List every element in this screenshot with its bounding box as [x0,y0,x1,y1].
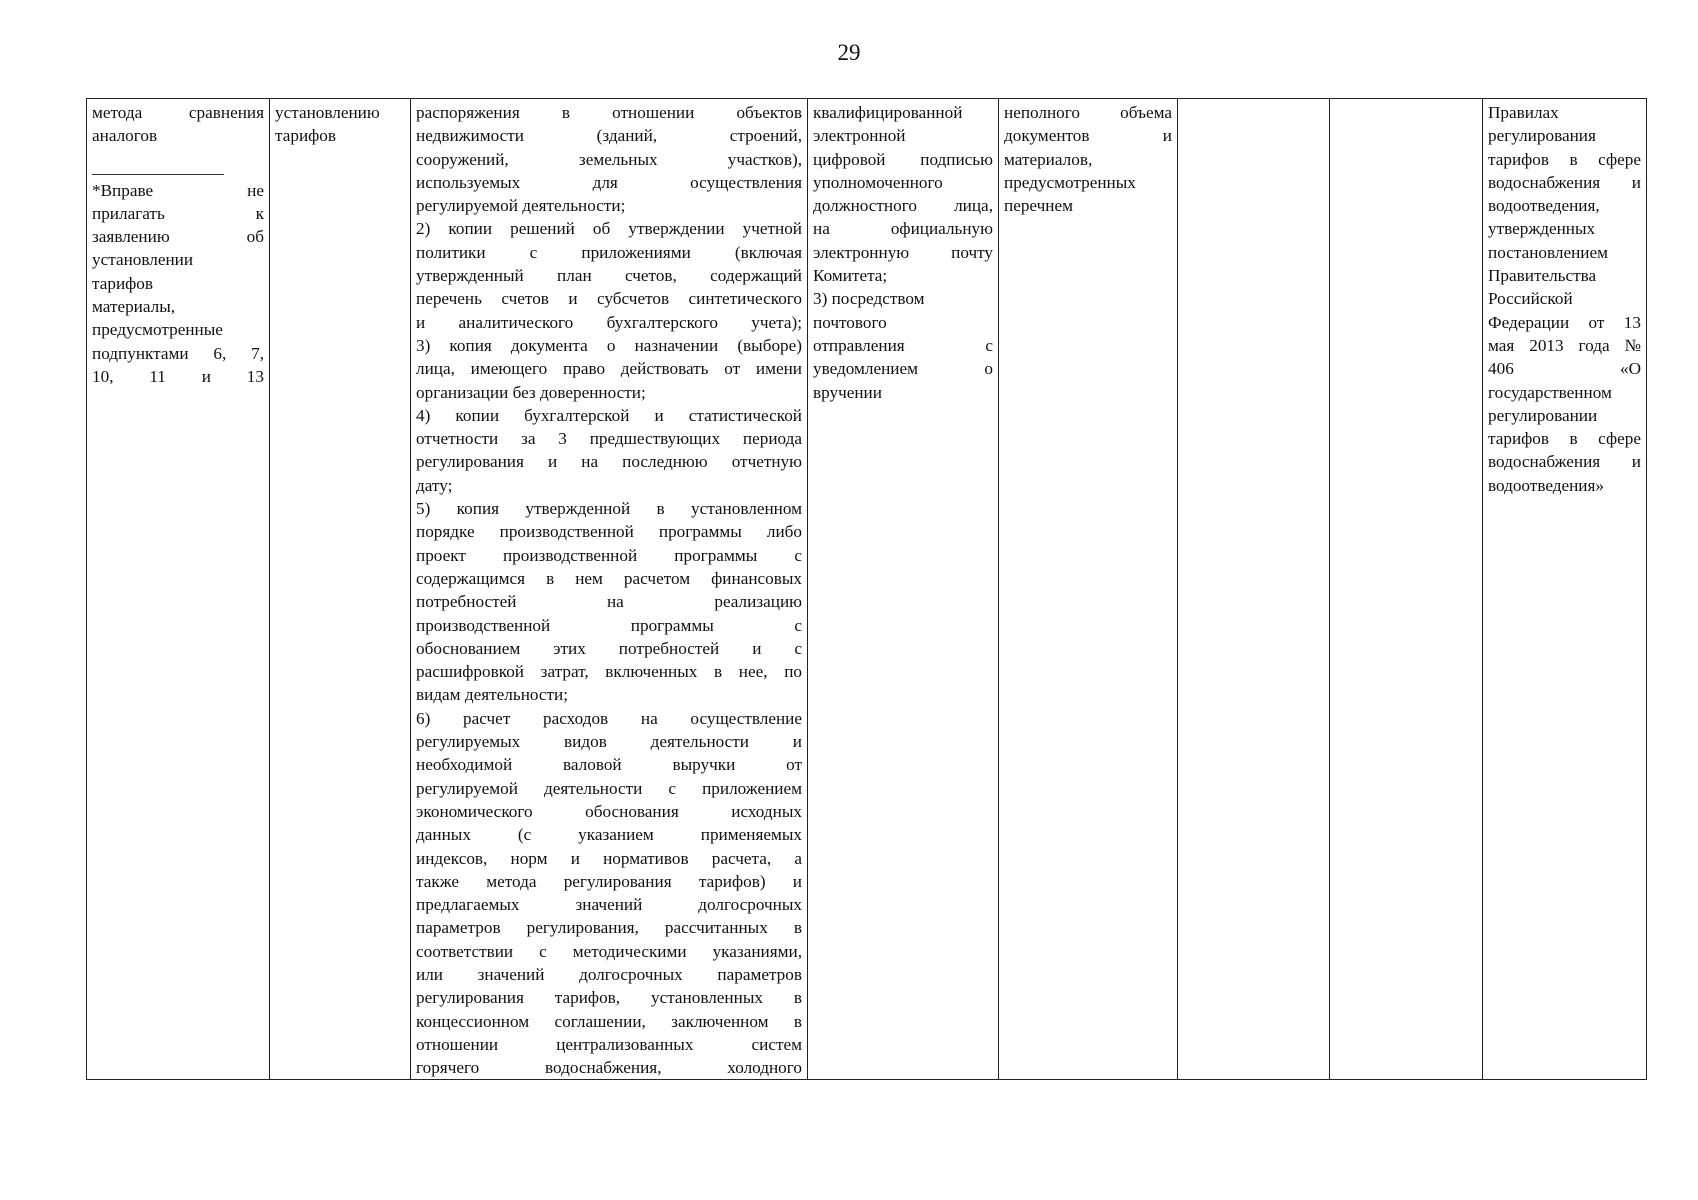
text-line: проект производственной программы с [416,545,802,565]
text-line: метода сравнения [92,103,264,122]
cell-method [87,99,270,1080]
text-line: Правилах [1488,103,1559,122]
text-line: документов и [1004,126,1172,146]
text-line: регулирования тарифов, установленных в [416,988,802,1008]
text-line: регулируемой деятельности; [416,196,626,216]
refusal-grounds-text [1004,101,1172,217]
text-line: лица, имеющего право действовать от имени [416,359,802,379]
page-number: 29 [837,40,861,65]
text-line: предлагаемых значений долгосрочных [416,895,802,915]
text-line: 3) копия документа о назначении (выборе) [416,335,802,355]
footnote-text [92,179,264,389]
text-line: 3) посредством [813,289,925,309]
text-line: регулируемой деятельности с приложением [416,778,802,798]
text-line: электронной [813,126,906,146]
text-line: тарифов [92,273,153,293]
text-line: регулируемых видов деятельности и [416,732,802,752]
text-line: видам деятельности; [416,685,569,705]
text-line: предусмотренных [1004,172,1136,192]
cell-submission-method [808,99,999,1080]
text-line: утвержденный план счетов, содержащий [416,266,802,286]
text-line: отправления с [813,335,993,355]
text-line: производственной программы с [416,615,802,635]
text-line: утвержденных [1488,219,1596,239]
text-line: перечень счетов и субсчетов синтетического [416,289,802,309]
text-line: Комитета; [813,266,888,286]
text-line: данных (с указанием применяемых [416,825,802,845]
text-line: на официальную [813,219,993,239]
text-line: государственном [1488,382,1612,402]
text-line: тарифов в сфере [1488,149,1641,169]
text-line: 6) расчет расходов на осуществление [416,708,802,728]
cell-documents-list [411,99,808,1080]
text-line: обоснованием этих потребностей и с [416,638,802,658]
text-line: 2) копии решений об утверждении учетной [416,219,802,239]
text-line: также метода регулирования тарифов) и [416,871,802,891]
text-line: отношении централизованных систем [416,1034,802,1054]
text-line: горячего водоснабжения, холодного [416,1058,802,1078]
text-line: регулирования [1488,126,1596,146]
text-line: мая 2013 года № [1488,335,1641,355]
text-line: концессионном соглашении, заключенном в [416,1011,802,1031]
text-line: почтового [813,312,887,332]
text-line: тарифов [275,126,336,146]
text-line: водоотведения, [1488,196,1600,216]
text-line: перечнем [1004,196,1073,216]
text-line: Правительства [1488,266,1597,286]
text-line: постановлением [1488,242,1608,262]
text-line: прилагать к [92,203,264,223]
footnote-divider [92,174,224,175]
text-line: подпунктами 6, 7, [92,343,264,363]
text-line: недвижимости (зданий, строений, [416,126,802,146]
text-line: тарифов в сфере [1488,429,1641,449]
text-line: водоотведения» [1488,475,1604,495]
text-line: водоснабжения и [1488,452,1641,472]
text-line: уведомлением о [813,359,993,379]
text-line: материалы, [92,297,176,317]
method-text [92,101,264,148]
text-line: предусмотренные [92,320,223,340]
text-line: используемых для осуществления [416,172,802,192]
text-line: 5) копия утвержденной в установленном [416,499,802,519]
text-line: распоряжения в отношении объектов [416,103,802,122]
text-line: неполного объема [1004,103,1172,122]
text-line: дату; [416,475,453,495]
text-line: 10, 11 и 13 [92,366,264,386]
text-line: Федерации от 13 [1488,312,1641,332]
legal-basis-text [1488,101,1641,497]
table-row [87,99,1647,1080]
text-line: политики с приложениями (включая [416,242,802,262]
text-line: или значений долгосрочных параметров [416,964,802,984]
text-line: порядке производственной программы либо [416,522,802,542]
text-line: материалов, [1004,149,1093,169]
cell-refusal-grounds [999,99,1178,1080]
text-line: организации без доверенности; [416,382,646,402]
text-line: Российской [1488,289,1573,309]
text-line: соответствии с методическими указаниями, [416,941,802,961]
cell-empty-6 [1178,99,1330,1080]
text-line: отчетности за 3 предшествующих периода [416,429,802,449]
text-line: и аналитического бухгалтерского учета); [416,312,802,332]
text-line: индексов, норм и нормативов расчета, а [416,848,802,868]
text-line: регулировании [1488,405,1598,425]
text-line: электронную почту [813,242,993,262]
cell-legal-basis [1483,99,1647,1080]
text-line: расшифровкой затрат, включенных в нее, по [416,662,802,682]
text-line: цифровой подписью [813,149,993,169]
text-line: заявлению об [92,227,264,247]
text-line: уполномоченного [813,172,943,192]
text-line: установлении [92,250,194,270]
text-line: содержащимся в нем расчетом финансовых [416,568,802,588]
text-line: установлению [275,103,380,122]
requirements-table [86,98,1647,1080]
text-line: квалифицированной [813,103,963,122]
text-line: параметров регулирования, рассчитанных в [416,918,802,938]
text-line: аналогов [92,126,158,146]
text-line: 406 «О [1488,359,1641,379]
text-line: регулирования и на последнюю отчетную [416,452,802,472]
text-line: водоснабжения и [1488,172,1641,192]
cell-procedure [270,99,411,1080]
cell-empty-7 [1330,99,1483,1080]
text-line: 4) копии бухгалтерской и статистической [416,405,802,425]
submission-method-text [813,101,993,404]
text-line: *Вправе не [92,180,264,200]
text-line: необходимой валовой выручки от [416,755,802,775]
text-line: потребностей на реализацию [416,592,802,612]
text-line: экономического обоснования исходных [416,801,802,821]
procedure-text [275,101,405,148]
text-line: вручении [813,382,882,402]
text-line: должностного лица, [813,196,993,216]
documents-list-text [416,101,802,1079]
text-line: сооружений, земельных участков), [416,149,802,169]
